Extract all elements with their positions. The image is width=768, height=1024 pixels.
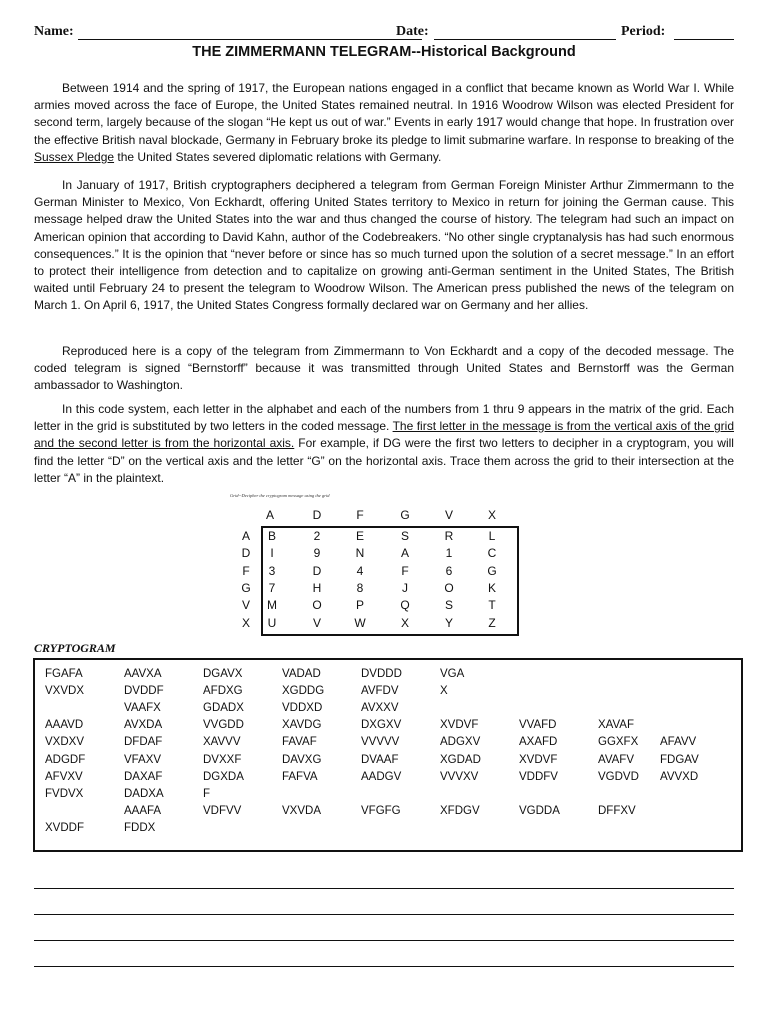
cryptogram-group: XAVDG: [282, 719, 322, 732]
paragraph-2: [34, 177, 734, 315]
grid-cell: I: [270, 546, 274, 561]
grid-cell: V: [312, 615, 321, 630]
cryptogram-group: FAVAF: [282, 736, 317, 749]
cryptogram-group: XVDVF: [519, 753, 558, 766]
name-label: Name:: [34, 24, 74, 39]
cryptogram-group: DVDDF: [124, 685, 164, 698]
paragraph-4-underlined-rule: The first letter in the message is from the vertical axis of the grid and the second letter is from the horizontal axis.: [34, 419, 735, 451]
grid-cell: T: [488, 598, 496, 613]
cryptogram-group: VVVVV: [361, 736, 400, 749]
grid-cell: 1: [445, 546, 453, 561]
paragraph-4: [34, 401, 734, 487]
cryptogram-group: VGDVD: [598, 770, 639, 783]
cryptogram-group: FGAFA: [45, 668, 83, 680]
grid-cell: M: [267, 598, 277, 613]
grid-cell: S: [400, 529, 409, 543]
period-label: Period:: [621, 24, 666, 39]
cryptogram-group: DAVXG: [282, 753, 322, 766]
grid-row-header: A: [241, 529, 250, 543]
grid-column-header: X: [487, 508, 496, 522]
grid-row-header: F: [242, 563, 250, 578]
grid-row-header: D: [241, 546, 251, 561]
name-blank[interactable]: [78, 39, 422, 40]
cipher-grid-border: [261, 526, 519, 636]
grid-cell: U: [267, 615, 277, 630]
grid-cell: 9: [313, 546, 321, 561]
cryptogram-group: VDFVV: [203, 804, 242, 817]
paragraph-3: [34, 343, 734, 395]
cryptogram-group: VGA: [440, 668, 465, 680]
cryptogram-group: XAVAF: [598, 719, 634, 732]
paragraph-2-text: In January of 1917, British cryptographers deciphered a telegram from German Foreign Minister Arthur Zimmermann to the German Minister to Mexico, Von Eckhardt, offering United States territory to Mexico in return for joining the German cause. This message helped draw the United States into the war and thus changed the course of history. The telegram had such an impact on American opinion that according to David Kahn, author of the Codebreakers. “No other single cryptanalysis has had such enormous consequences.” It is the opinion that “never before or since has so much turned upon the solution of a secret message.” In an effort to protect their intelligence from detection and to capitalize on growing anti-German sentiment in the United States, The British waited until February 24 to present the telegram to Woodrow Wilson. The American press published the news of the telegram on March 1. On April 6, 1917, the United States Congress formally declared war on Germany and her allies.: [34, 178, 734, 313]
cryptogram-group: VDDXD: [282, 702, 323, 715]
answer-line-1[interactable]: [34, 888, 734, 889]
cryptogram-group: VDDFV: [519, 770, 558, 783]
cryptogram-group: VAAFX: [124, 702, 161, 715]
cryptogram-group: DXGXV: [361, 719, 402, 732]
cryptogram-group: AVVXD: [660, 770, 699, 783]
paragraph-4-start: In this code system, each letter in the alphabet and each of the numbers from 1 thru 9 appears in the matrix of the grid. Each letter in the grid is substituted by two letters in the coded message.: [34, 402, 734, 434]
grid-cell: 2: [313, 529, 321, 543]
date-label: Date:: [396, 24, 429, 39]
answer-line-2[interactable]: [34, 914, 734, 915]
paragraph-1-text: Between 1914 and the spring of 1917, the European nations engaged in a conflict that became known as World War I. While armies moved across the face of Europe, the United States remained neutral. In 1916 Woodrow Wilson was elected President for second term, largely because of the slogan “He kept us out of war.” Events in early 1917 would change that hope. In frustration over the effective British naval blockade, Germany in February broke its pledge to limit submarine warfare. In response to breaking of the: [34, 81, 734, 147]
grid-cell: W: [354, 615, 366, 630]
cryptogram-group: DFDAF: [124, 736, 163, 749]
cryptogram-group: F: [203, 787, 211, 800]
grid-cell: Z: [488, 615, 496, 630]
grid-row-header: G: [241, 580, 251, 595]
cryptogram-group: VVAFD: [519, 719, 557, 732]
grid-cell: K: [487, 580, 496, 595]
paragraph-4-end: For example, if DG were the first two letters to decipher in a cryptogram, you will find the letter “D” on the vertical axis and the letter “G” on the horizontal axis. Trace them across the grid to their intersection at the letter “A” in the plaintext.: [34, 436, 734, 485]
grid-cell: H: [312, 580, 322, 595]
grid-cell: O: [312, 598, 322, 613]
grid-column-header: D: [312, 508, 322, 522]
cryptogram-group: VFGFG: [361, 804, 401, 817]
grid-cell: S: [444, 598, 453, 613]
cryptogram-group: VADAD: [282, 668, 321, 680]
cryptogram-group: DGXDA: [203, 770, 244, 783]
cryptogram-label: CRYPTOGRAM: [34, 641, 116, 655]
cryptogram-group: AVXXV: [361, 702, 399, 715]
cryptogram-group: AAAVD: [45, 719, 84, 732]
date-blank[interactable]: [434, 39, 616, 40]
grid-cell: X: [400, 615, 409, 630]
cryptogram-group: XVDDF: [45, 821, 84, 834]
cryptogram-group: VGDDA: [519, 804, 560, 817]
cryptogram-group: XFDGV: [440, 804, 480, 817]
cryptogram-group: GDADX: [203, 702, 244, 715]
cryptogram-group: VXVDX: [45, 685, 84, 698]
cryptogram-group: DVDDD: [361, 668, 402, 680]
grid-cell: C: [487, 546, 497, 561]
cryptogram-group: XAVVV: [203, 736, 241, 749]
answer-line-4[interactable]: [34, 966, 734, 967]
cryptogram-group: AAAFA: [124, 804, 162, 817]
grid-cell: Y: [444, 615, 453, 630]
grid-cell: F: [401, 563, 409, 578]
cryptogram-group: DVXXF: [203, 753, 242, 766]
cryptogram-group: DVAAF: [361, 753, 399, 766]
student-info-header: [34, 22, 736, 42]
cryptogram-group: AFAVV: [660, 736, 697, 749]
cryptogram-group: X: [440, 685, 448, 698]
paragraph-3-text: Reproduced here is a copy of the telegram from Zimmermann to Von Eckhardt and a copy of the decoded message. The coded telegram is signed “Bernstorff” because it was transmitted through United States and Bernstorff was the German ambassador to Washington.: [34, 344, 734, 393]
period-blank[interactable]: [674, 39, 734, 40]
cryptogram-group: GGXFX: [598, 736, 639, 749]
grid-cell: G: [487, 563, 497, 578]
cryptogram-group: AVFDV: [361, 685, 399, 698]
cryptogram-group: VVVXV: [440, 770, 479, 783]
answer-line-3[interactable]: [34, 940, 734, 941]
cryptogram-group: AVAFV: [598, 753, 634, 766]
paragraph-1-end: the United States severed diplomatic relations with Germany.: [117, 149, 442, 164]
cryptogram-group: ADGDF: [45, 753, 86, 766]
cryptogram-group: FDGAV: [660, 753, 699, 766]
grid-cell: R: [444, 529, 454, 543]
grid-cell: D: [312, 563, 322, 578]
grid-cell: Q: [400, 598, 410, 613]
grid-cell: 8: [356, 580, 364, 595]
cryptogram-group: DFFXV: [598, 804, 636, 817]
grid-cell: J: [402, 580, 408, 595]
cryptogram-group: AXAFD: [519, 736, 558, 749]
cryptogram-group: XGDAD: [440, 753, 481, 766]
grid-row-header: X: [241, 615, 250, 630]
cryptogram-group: XGDDG: [282, 685, 325, 698]
grid-cell: A: [400, 546, 409, 561]
grid-row-header: V: [241, 598, 250, 613]
cryptogram-group: AFVXV: [45, 770, 83, 783]
grid-cell: B: [267, 529, 276, 543]
cryptogram-group: AAVXA: [124, 668, 162, 680]
cryptogram-group: AFDXG: [203, 685, 243, 698]
page-title: THE ZIMMERMANN TELEGRAM--Historical Background: [192, 44, 576, 60]
grid-cell: E: [355, 529, 364, 543]
cryptogram-group: VFAXV: [124, 753, 162, 766]
cryptogram-group: DADXA: [124, 787, 164, 800]
grid-column-header: F: [356, 508, 364, 522]
grid-cell: N: [355, 546, 365, 561]
grid-cell: 7: [268, 580, 276, 595]
paragraph-1: [34, 80, 734, 166]
grid-column-header: V: [444, 508, 453, 522]
cryptogram-group: FVDVX: [45, 787, 84, 800]
cryptogram-group: FAFVA: [282, 770, 318, 783]
grid-caption: Grid--Decipher the cryptogram message using the grid: [230, 493, 330, 498]
cryptogram-group: AVXDA: [124, 719, 163, 732]
cryptogram-group: DAXAF: [124, 770, 163, 783]
grid-column-header: G: [400, 508, 410, 522]
grid-column-header: A: [265, 508, 274, 522]
cryptogram-group: VVGDD: [203, 719, 244, 732]
grid-cell: O: [444, 580, 454, 595]
grid-cell: P: [355, 598, 364, 613]
cryptogram-group: VXVDA: [282, 804, 321, 817]
grid-cell: 4: [356, 563, 364, 578]
grid-cell: L: [488, 529, 496, 543]
grid-cell: 6: [445, 563, 453, 578]
grid-cell: 3: [268, 563, 276, 578]
cryptogram-group: ADGXV: [440, 736, 481, 749]
cryptogram-group: DGAVX: [203, 668, 243, 680]
cryptogram-group: FDDX: [124, 821, 156, 834]
cryptogram-group: AADGV: [361, 770, 402, 783]
cryptogram-group: VXDXV: [45, 736, 84, 749]
cryptogram-group: XVDVF: [440, 719, 479, 732]
sussex-pledge-term: Sussex Pledge: [34, 149, 115, 164]
